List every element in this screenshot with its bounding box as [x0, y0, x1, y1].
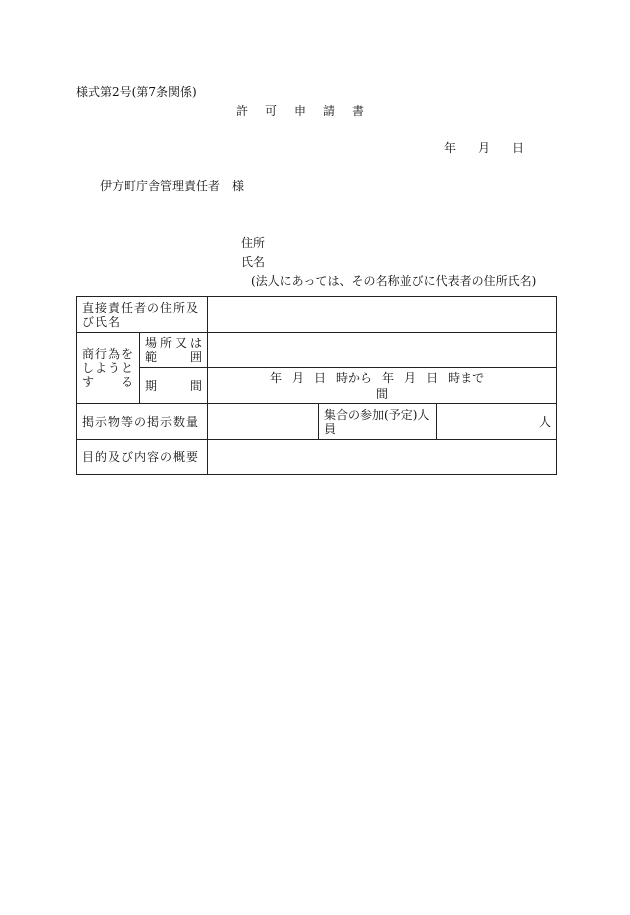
period-field[interactable] — [208, 368, 557, 404]
date-year: 年 — [444, 141, 457, 155]
responsible-person-label: 直接責任者の住所及び氏名 — [77, 297, 208, 333]
purpose-field[interactable] — [208, 440, 557, 475]
name-label: 氏名 — [241, 255, 266, 269]
period-start-day: 日 — [314, 370, 327, 385]
period-end-day: 日 — [426, 370, 439, 385]
date-line — [444, 141, 524, 155]
period-end-year: 年 — [382, 370, 395, 385]
corporate-note: (法人にあっては、その名称並びに代表者の住所氏名) — [251, 274, 537, 288]
period-start-year: 年 — [269, 370, 282, 385]
form-number: 様式第2号(第7条関係) — [76, 85, 197, 99]
commercial-activity-label: 商行為をしようとする — [77, 333, 140, 404]
period-end-month: 月 — [404, 370, 417, 385]
application-table — [76, 296, 557, 475]
period-start-hour: 時から — [336, 370, 373, 385]
addressee: 伊方町庁舎管理責任者 様 — [100, 179, 245, 193]
place-field[interactable] — [208, 333, 557, 368]
signs-quantity-label: 掲示物等の掲示数量 — [77, 404, 208, 440]
period-label: 期間 — [140, 368, 208, 404]
date-month: 月 — [478, 141, 491, 155]
period-start-month: 月 — [291, 370, 304, 385]
date-day: 日 — [512, 141, 525, 155]
signs-quantity-field[interactable] — [208, 404, 319, 440]
participants-label: 集合の参加(予定)人員 — [319, 404, 437, 440]
purpose-label: 目的及び内容の概要 — [77, 440, 208, 475]
responsible-person-field[interactable] — [208, 297, 557, 333]
address-label: 住所 — [241, 236, 266, 250]
period-wrap-text: 間 — [376, 386, 389, 401]
period-end-hour: 時まで — [448, 370, 485, 385]
form-title: 許可申請書 — [236, 104, 382, 118]
place-label: 場所又は範囲 — [140, 333, 208, 368]
participants-field[interactable]: 人 — [437, 404, 557, 440]
period-line — [213, 371, 551, 385]
